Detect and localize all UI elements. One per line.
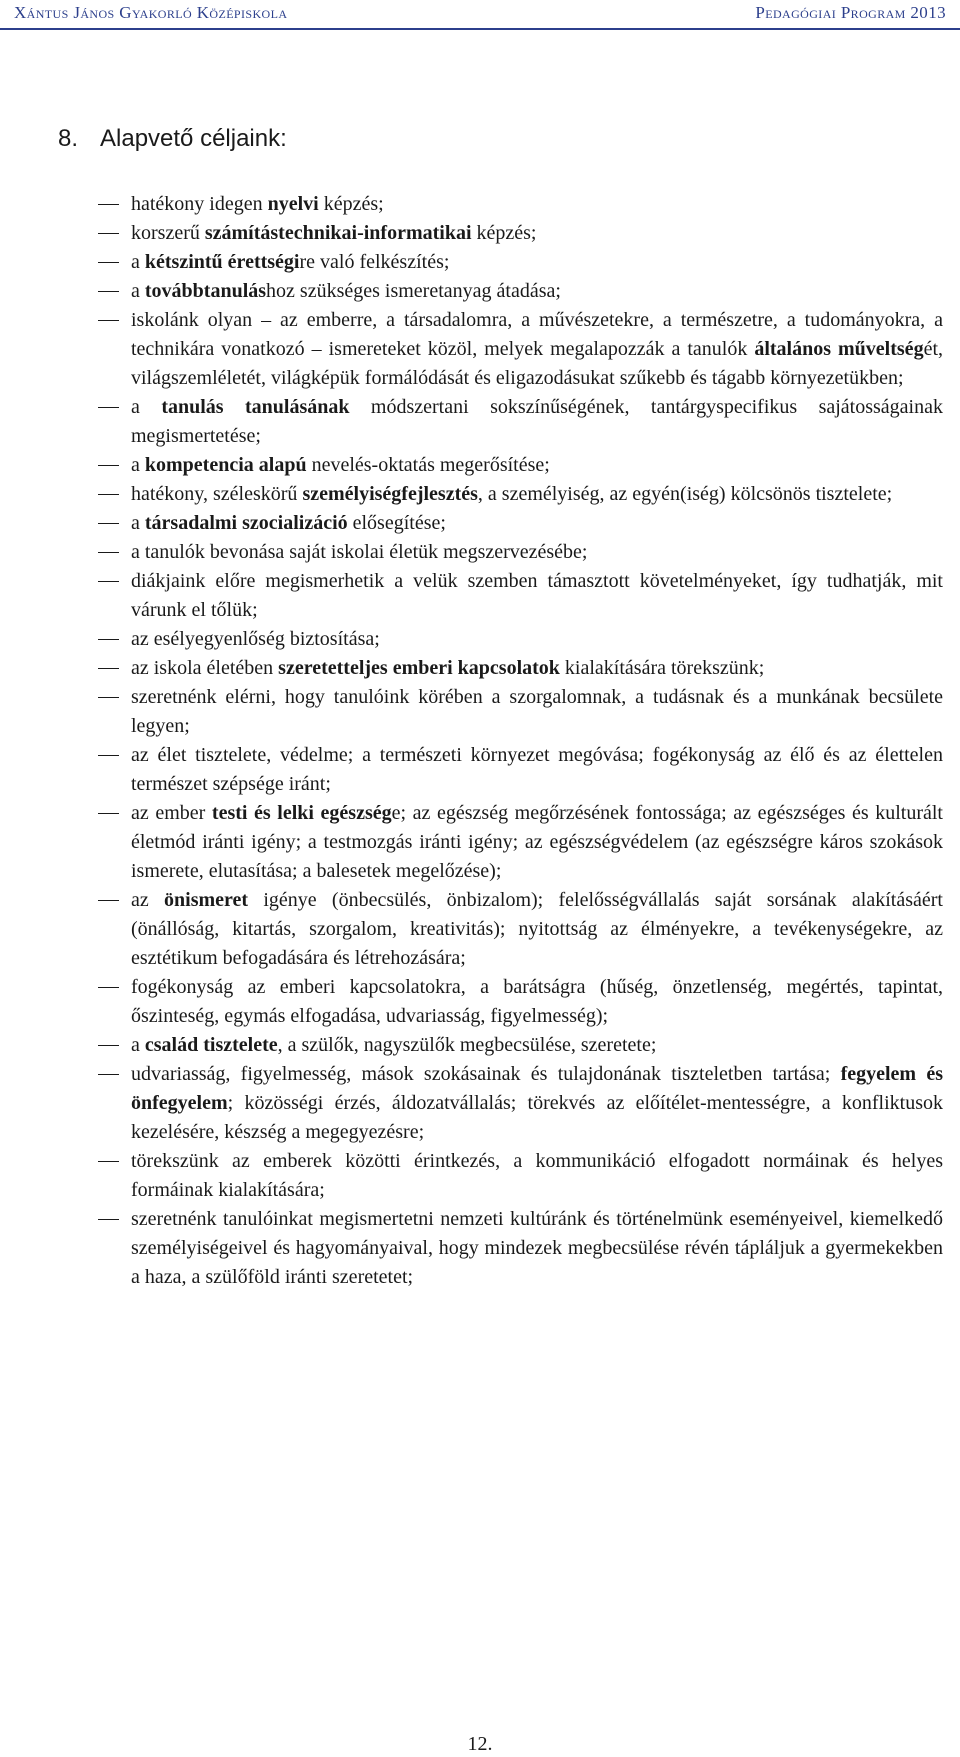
item-text: szeretnénk tanulóinkat megismertetni nemzeti kultúránk és történelmünk eseményeivel, kiemelkedő személyiségeivel és hagyományaival, hogy mindezek megbecsülése révén tápláljuk a gyermekekben a haza, a szülőföld iránti szeretetet; — [131, 1208, 943, 1288]
dash-bullet — [98, 1219, 119, 1220]
item-text: képzés; — [471, 222, 537, 244]
emphasized-text: társadalmi szocializáció — [144, 512, 348, 534]
dash-bullet — [98, 204, 119, 205]
item-text: módszertani sokszínűségének, tantárgyspecifikus sajátosságainak megismertetése; — [131, 396, 943, 447]
list-item — [0, 219, 960, 248]
item-text: nevelés-oktatás megerősítése; — [306, 454, 550, 476]
dash-bullet — [98, 900, 119, 901]
dash-bullet — [98, 813, 119, 814]
item-text: elősegítése; — [347, 512, 446, 534]
item-text: iskolánk olyan – az emberre, a társadalomra, a művészetekre, a természetre, a tudományokra, a technikára vonatkozó – ismereteket közöl, melyek megalapozzák a tanulók — [131, 309, 943, 360]
item-text: törekszünk az emberek közötti érintkezés, a kommunikáció elfogadott normáinak és helyes formáinak kialakítására; — [131, 1150, 943, 1201]
item-text: képzés; — [318, 193, 384, 215]
emphasized-text: általános műveltség — [754, 338, 924, 360]
list-item — [0, 1205, 960, 1292]
item-text: hatékony, széleskörű — [131, 483, 303, 505]
item-text: szeretnénk elérni, hogy tanulóink körében a szorgalomnak, a tudásnak és a munkának becsülete legyen; — [131, 686, 943, 737]
item-text: udvariasság, figyelmesség, mások szokásainak és tulajdonának tiszteletben tartása; — [131, 1063, 841, 1085]
dash-bullet — [98, 262, 119, 263]
list-item — [0, 1147, 960, 1205]
dash-bullet — [98, 320, 119, 321]
dash-bullet — [98, 697, 119, 698]
list-item — [0, 625, 960, 654]
dash-bullet — [98, 233, 119, 234]
dash-bullet — [98, 465, 119, 466]
dash-bullet — [98, 755, 119, 756]
dash-bullet — [98, 1045, 119, 1046]
item-text: , a személyiség, az egyén(iség) kölcsönös tisztelete; — [477, 483, 893, 505]
header-rule — [0, 28, 960, 30]
section-heading — [58, 125, 287, 153]
list-item — [0, 654, 960, 683]
goals-list — [0, 190, 960, 1292]
item-text: hatékony idegen — [131, 193, 268, 215]
emphasized-text: személyiségfejlesztés — [302, 483, 478, 505]
dash-bullet — [98, 987, 119, 988]
page-number: 12. — [467, 1733, 493, 1755]
emphasized-text: önismeret — [164, 889, 249, 911]
item-text: az — [131, 889, 165, 911]
list-item — [0, 683, 960, 741]
header-program-title: Pedagógiai Program 2013 — [755, 3, 946, 22]
dash-bullet — [98, 552, 119, 553]
list-item — [0, 480, 960, 509]
list-item — [0, 393, 960, 451]
dash-bullet — [98, 291, 119, 292]
list-item — [0, 538, 960, 567]
dash-bullet — [98, 1161, 119, 1162]
item-text: az élet tisztelete, védelme; a természeti környezet megóvása; fogékonyság az élő és az élettelen természet szépsége iránt; — [131, 744, 943, 795]
list-item — [0, 973, 960, 1031]
emphasized-text: kompetencia alapú — [144, 454, 307, 476]
item-text: a — [131, 454, 145, 476]
dash-bullet — [98, 1074, 119, 1075]
page-header — [0, 0, 960, 30]
dash-bullet — [98, 668, 119, 669]
dash-bullet — [98, 407, 119, 408]
list-item — [0, 277, 960, 306]
item-text: fogékonyság az emberi kapcsolatokra, a barátságra (hűség, önzetlenség, megértés, tapintat, őszinteség, egymás elfogadása, udvariasság, figyelmesség); — [131, 976, 943, 1027]
item-text: a tanulók bevonása saját iskolai életük megszervezésébe; — [131, 541, 588, 563]
list-item — [0, 306, 960, 393]
item-text: a — [131, 280, 145, 302]
list-item — [0, 190, 960, 219]
item-text: a — [131, 251, 145, 273]
dash-bullet — [98, 581, 119, 582]
emphasized-text: kétszintű érettségi — [144, 251, 300, 273]
emphasized-text: testi és lelki egészség — [211, 802, 392, 824]
item-text: korszerű — [131, 222, 205, 244]
item-text: hoz szükséges ismeretanyag átadása; — [266, 280, 561, 302]
list-item — [0, 248, 960, 277]
emphasized-text: szeretetteljes emberi kapcsolatok — [278, 657, 560, 679]
item-text: re való felkészítés; — [299, 251, 450, 273]
item-text: ét, világszemléletét, világképük formálódását és eligazodásukat szűkebb és tágabb környezetükben; — [131, 338, 944, 389]
dash-bullet — [98, 639, 119, 640]
list-item — [0, 567, 960, 625]
emphasized-text: számítástechnikai-informatikai — [204, 222, 472, 244]
dash-bullet — [98, 494, 119, 495]
item-text: , a szülők, nagyszülők megbecsülése, szeretete; — [277, 1034, 657, 1056]
emphasized-text: fegyelem és önfegyelem — [131, 1063, 943, 1114]
section-title: Alapvető céljaink: — [100, 125, 287, 152]
item-text: az ember — [131, 802, 212, 824]
emphasized-text: tanulás tanulásának — [161, 396, 350, 418]
item-text: diákjaink előre megismerhetik a velük szemben támasztott követelményeket, így tudhatják, mit várunk el tőlük; — [131, 570, 943, 621]
list-item — [0, 509, 960, 538]
list-item — [0, 799, 960, 886]
list-item — [0, 1060, 960, 1147]
item-text: a — [131, 1034, 145, 1056]
item-text: kialakítására törekszünk; — [559, 657, 765, 679]
item-text: a — [131, 396, 162, 418]
list-item — [0, 886, 960, 973]
item-text: e; az egészség megőrzésének fontossága; az egészséges és kulturált életmód iránti igény; a testmozgás iránti igény; az egészségvédelem (az egészségre káros szokások ismerete, elutasítása; a balesetek megelőzése); — [131, 802, 943, 882]
dash-bullet — [98, 523, 119, 524]
emphasized-text: továbbtanulás — [144, 280, 267, 302]
emphasized-text: nyelvi — [267, 193, 319, 215]
header-school-name: Xántus János Gyakorló Középiskola — [14, 3, 288, 22]
list-item — [0, 1031, 960, 1060]
list-item — [0, 451, 960, 480]
item-text: igénye (önbecsülés, önbizalom); felelősségvállalás saját sorsának alakításáért (önállóság, kitartás, szorgalom, kreativitás); nyitottság az élményekre, a tevékenységekre, az esztétikum befogadására és létrehozására; — [131, 889, 943, 969]
list-item — [0, 741, 960, 799]
item-text: a — [131, 512, 145, 534]
section-number: 8. — [58, 125, 79, 152]
item-text: az iskola életében — [131, 657, 279, 679]
emphasized-text: család tisztelete — [144, 1034, 278, 1056]
item-text: az esélyegyenlőség biztosítása; — [131, 628, 380, 650]
item-text: ; közösségi érzés, áldozatvállalás; törekvés az előítélet-mentességre, a konfliktusok kezelésére, készség a megegyezésre; — [131, 1092, 943, 1143]
